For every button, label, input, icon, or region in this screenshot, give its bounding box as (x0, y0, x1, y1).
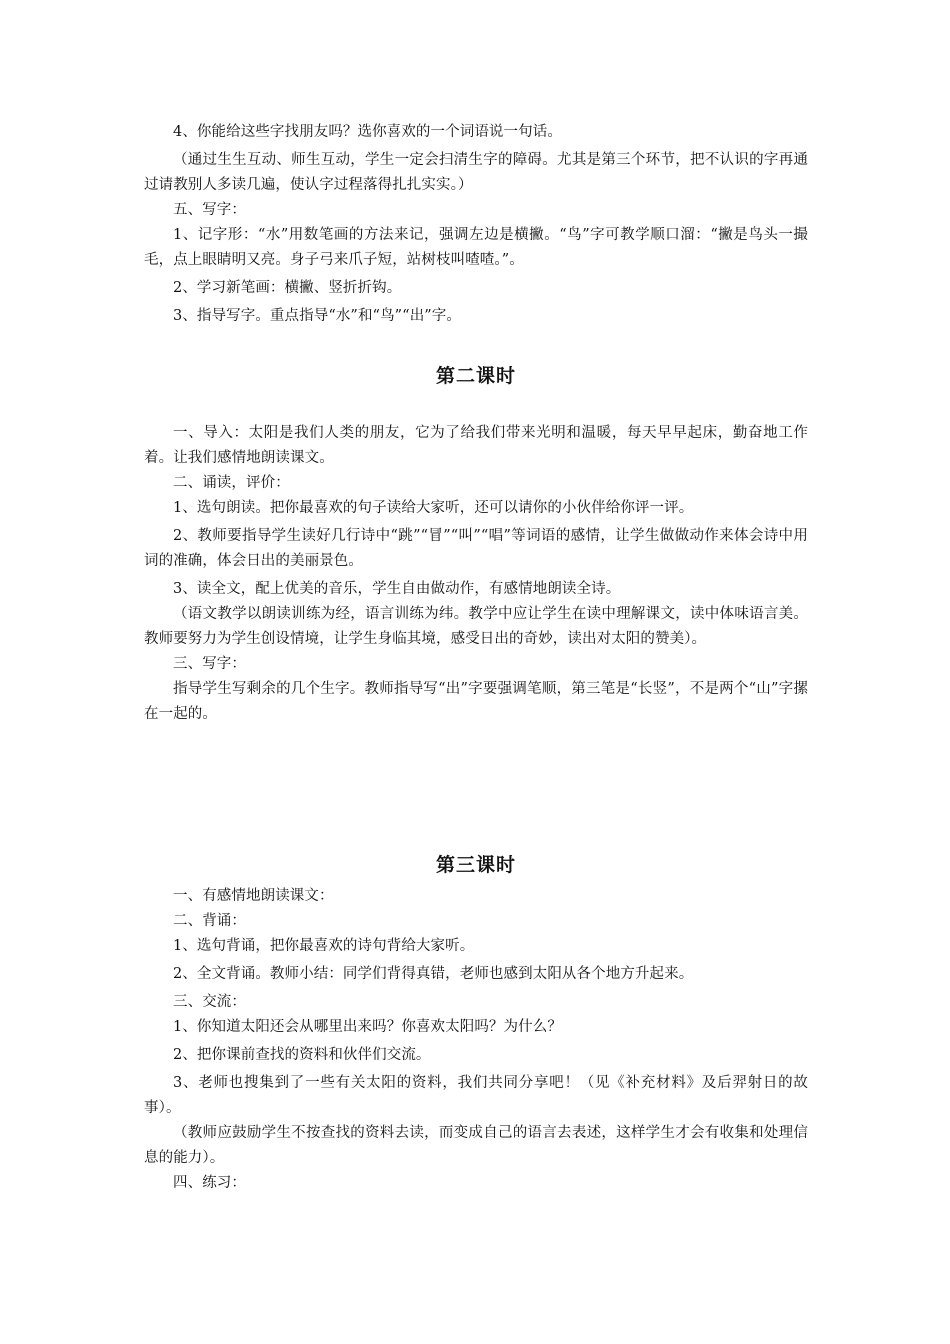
paragraph: （语文教学以朗读训练为经，语言训练为纬。教学中应让学生在读中理解课文，读中体味语言美。教师要努力为学生创设情境，让学生身临其境，感受日出的奇妙，读出对太阳的赞美）。 (144, 606, 808, 647)
paragraph: 2、把你课前查找的资料和伙伴们交流。 (173, 1047, 431, 1063)
paragraph: 1、选句朗读。把你最喜欢的句子读给大家听，还可以请你的小伙伴给你评一评。 (173, 500, 694, 516)
paragraph: 1、选句背诵，把你最喜欢的诗句背给大家听。 (173, 938, 475, 954)
paragraph: 一、有感情地朗读课文： (173, 888, 334, 904)
paragraph: （通过生生互动、师生互动，学生一定会扫清生字的障碍。尤其是第三个环节，把不认识的字再通过请教别人多读几遍，使认字过程落得扎扎实实。） (144, 152, 808, 193)
section-2-body (144, 421, 808, 730)
paragraph: 二、诵读，评价： (173, 475, 290, 491)
paragraph: 2、全文背诵。教师小结：同学们背得真错，老师也感到太阳从各个地方升起来。 (173, 966, 694, 982)
section-3-heading: 第三课时 (435, 854, 516, 876)
paragraph: 一、导入：太阳是我们人类的朋友，它为了给我们带来光明和温暖，每天早早起床，勤奋地工作着。让我们感情地朗读课文。 (144, 425, 808, 466)
paragraph: 三、写字： (173, 656, 246, 672)
paragraph: 4、你能给这些字找朋友吗？选你喜欢的一个词语说一句话。 (173, 124, 562, 140)
paragraph: 四、练习： (173, 1175, 246, 1191)
paragraph: 三、交流： (173, 994, 246, 1010)
paragraph: 2、学习新笔画：横撇、竖折折钩。 (173, 280, 402, 296)
paragraph: 二、背诵： (173, 913, 246, 929)
paragraph: 2、教师要指导学生读好几行诗中“跳”“冒”“叫”“唱”等词语的感情，让学生做做动作来体会诗中用词的准确，体会日出的美丽景色。 (144, 528, 808, 569)
paragraph: 3、读全文，配上优美的音乐，学生自由做动作，有感情地朗读全诗。 (173, 581, 621, 597)
section-3-body (144, 884, 808, 1196)
paragraph: 3、老师也搜集到了一些有关太阳的资料，我们共同分享吧！（见《补充材料》及后羿射日的故事）。 (144, 1075, 808, 1116)
paragraph: 1、记字形：“水”用数笔画的方法来记，强调左边是横撇。“鸟”字可教学顺口溜：“撇是鸟头一撮毛，点上眼睛明又亮。身子弓来爪子短，站树枝叫喳喳。”。 (144, 227, 808, 268)
section-2-heading: 第二课时 (435, 365, 516, 387)
paragraph: 1、你知道太阳还会从哪里出来吗？你喜欢太阳吗？为什么？ (173, 1019, 562, 1035)
paragraph: 3、指导写字。重点指导“水”和“鸟”“出”字。 (173, 308, 462, 324)
paragraph: 指导学生写剩余的几个生字。教师指导写“出”字要强调笔顺，第三笔是“长竖”，不是两个“山”字摞在一起的。 (144, 681, 808, 722)
paragraph: 五、写字： (173, 202, 246, 218)
paragraph: （教师应鼓励学生不按查找的资料去读，而变成自己的语言去表述，这样学生才会有收集和处理信息的能力）。 (144, 1125, 808, 1166)
section-1-body (144, 120, 808, 332)
